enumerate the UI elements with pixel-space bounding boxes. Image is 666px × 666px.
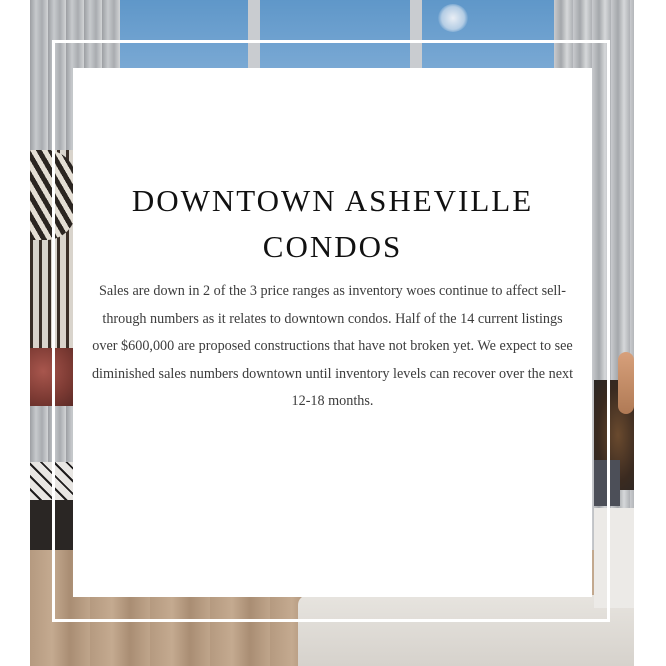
card-title: DOWNTOWN ASHEVILLE CONDOS xyxy=(131,183,534,264)
cloud xyxy=(438,4,468,32)
text-card xyxy=(73,68,592,597)
card-body: Sales are down in 2 of the 3 price ranges as inventory woes continue to affect sell-through numbers as it relates to downtown condos. Half of the 14 current listings over $600,000 are proposed constructions that have not broken yet. We expect to see diminished sales numbers downtown until inventory levels can recover over the next 12-18 months. xyxy=(91,283,574,409)
table-lamp xyxy=(618,352,634,414)
